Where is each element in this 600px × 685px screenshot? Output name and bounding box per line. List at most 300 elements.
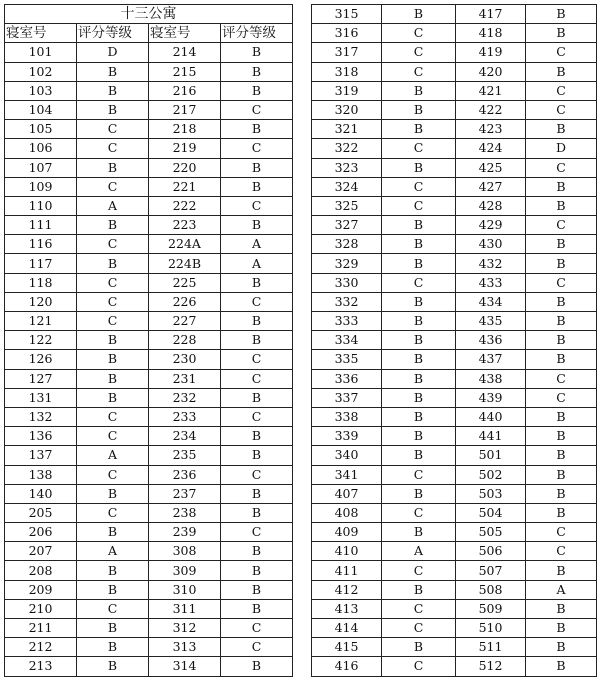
room-number-cell: 509 [456,599,526,618]
grade-cell: B [382,427,456,446]
table-row [312,657,597,676]
room-number-cell: 441 [456,427,526,446]
room-number-cell: 504 [456,503,526,522]
grade-cell: C [382,24,456,43]
grade-cell: C [382,465,456,484]
room-number-cell: 502 [456,465,526,484]
grade-cell: B [526,619,597,638]
room-number-cell: 437 [456,350,526,369]
grade-cell: C [382,619,456,638]
room-number-cell: 117 [5,254,77,273]
table-row [5,292,293,311]
grade-cell: C [382,657,456,676]
room-number-cell: 210 [5,599,77,618]
grade-cell: C [221,407,293,426]
grade-cell: C [77,599,149,618]
room-number-cell: 234 [149,427,221,446]
grade-cell: B [382,331,456,350]
grade-cell: A [77,542,149,561]
grade-cell: C [221,523,293,542]
grade-cell: B [526,24,597,43]
room-number-cell: 237 [149,484,221,503]
grade-cell: B [382,100,456,119]
room-number-cell: 429 [456,216,526,235]
room-number-cell: 118 [5,273,77,292]
table-row [312,158,597,177]
grade-cell: C [221,369,293,388]
room-number-cell: 333 [312,312,382,331]
grade-cell: B [382,235,456,254]
room-number-cell: 414 [312,619,382,638]
room-number-cell: 109 [5,177,77,196]
table-row [5,484,293,503]
grade-cell: B [526,62,597,81]
grade-cell: C [382,599,456,618]
grade-cell: A [77,446,149,465]
room-number-cell: 218 [149,120,221,139]
room-number-cell: 136 [5,427,77,446]
table-row [5,350,293,369]
room-number-cell: 338 [312,407,382,426]
room-number-cell: 107 [5,158,77,177]
table-row [312,196,597,215]
grade-cell: C [77,120,149,139]
room-number-cell: 330 [312,273,382,292]
grade-cell: B [221,120,293,139]
table-row [312,292,597,311]
grade-cell: B [77,619,149,638]
left-panel [4,4,293,677]
grade-cell: D [77,43,149,62]
grade-cell: C [77,407,149,426]
table-row [5,446,293,465]
room-number-cell: 508 [456,580,526,599]
table-row [312,312,597,331]
room-number-cell: 411 [312,561,382,580]
grade-cell: B [77,580,149,599]
table-row [312,350,597,369]
room-number-cell: 122 [5,331,77,350]
room-number-cell: 311 [149,599,221,618]
room-number-cell: 419 [456,43,526,62]
grade-cell: B [221,503,293,522]
grade-cell: B [382,638,456,657]
table-row [5,62,293,81]
room-number-cell: 440 [456,407,526,426]
grade-cell: C [526,43,597,62]
grade-cell: B [526,120,597,139]
room-number-cell: 116 [5,235,77,254]
table-row [312,273,597,292]
grade-cell: B [382,254,456,273]
grade-cell: B [526,599,597,618]
grade-cell: C [77,139,149,158]
grade-cell: C [221,638,293,657]
room-number-cell: 111 [5,216,77,235]
grade-cell: C [526,100,597,119]
table-row [5,542,293,561]
table-row [312,120,597,139]
room-number-cell: 503 [456,484,526,503]
grade-cell: B [221,158,293,177]
header-room: 寝室号 [5,24,77,43]
grade-cell: C [77,427,149,446]
room-number-cell: 127 [5,369,77,388]
room-number-cell: 215 [149,62,221,81]
room-number-cell: 408 [312,503,382,522]
grade-cell: C [77,273,149,292]
grade-cell: B [221,273,293,292]
grade-cell: B [221,388,293,407]
table-row [312,43,597,62]
grade-cell: B [77,388,149,407]
room-number-cell: 421 [456,81,526,100]
grade-cell: B [382,407,456,426]
header-grade: 评分等级 [77,24,149,43]
room-number-cell: 427 [456,177,526,196]
room-number-cell: 412 [312,580,382,599]
grade-cell: B [382,216,456,235]
grade-cell: B [526,407,597,426]
table-row [312,638,597,657]
grade-cell: C [382,62,456,81]
grade-cell: A [526,580,597,599]
grade-cell: C [526,273,597,292]
grade-cell: B [221,331,293,350]
grade-cell: B [77,561,149,580]
grade-cell: B [526,503,597,522]
grade-cell: C [77,503,149,522]
grade-cell: C [526,523,597,542]
room-number-cell: 110 [5,196,77,215]
room-number-cell: 309 [149,561,221,580]
room-number-cell: 120 [5,292,77,311]
table-row [5,81,293,100]
room-number-cell: 410 [312,542,382,561]
room-number-cell: 439 [456,388,526,407]
room-number-cell: 438 [456,369,526,388]
grade-cell: B [221,542,293,561]
room-number-cell: 228 [149,331,221,350]
table-row [312,100,597,119]
room-number-cell: 321 [312,120,382,139]
room-number-cell: 430 [456,235,526,254]
room-number-cell: 512 [456,657,526,676]
table-row [312,561,597,580]
header-row [5,24,293,43]
room-number-cell: 232 [149,388,221,407]
room-number-cell: 312 [149,619,221,638]
table-row [5,503,293,522]
table-row [312,24,597,43]
room-number-cell: 409 [312,523,382,542]
grade-cell: B [221,599,293,618]
room-number-cell: 207 [5,542,77,561]
grade-cell: B [526,312,597,331]
room-number-cell: 239 [149,523,221,542]
room-number-cell: 226 [149,292,221,311]
grade-cell: C [77,235,149,254]
room-number-cell: 324 [312,177,382,196]
room-number-cell: 235 [149,446,221,465]
grade-cell: B [221,446,293,465]
table-row [5,657,293,676]
room-number-cell: 317 [312,43,382,62]
grade-cell: B [77,350,149,369]
table-row [5,254,293,273]
room-number-cell: 121 [5,312,77,331]
table-row [5,216,293,235]
room-number-cell: 428 [456,196,526,215]
grade-cell: B [526,427,597,446]
grade-cell: B [221,484,293,503]
grade-cell: B [526,484,597,503]
grade-cell: B [526,561,597,580]
grade-cell: C [221,292,293,311]
table-row [5,619,293,638]
room-number-cell: 313 [149,638,221,657]
grade-cell: B [526,292,597,311]
grade-cell: B [77,657,149,676]
grade-cell: C [77,292,149,311]
table-row [312,139,597,158]
table-row [312,5,597,24]
right-grade-table [311,4,597,677]
grade-cell: C [382,139,456,158]
table-row [312,542,597,561]
table-row [312,254,597,273]
grade-cell: B [382,484,456,503]
room-number-cell: 105 [5,120,77,139]
table-row [5,100,293,119]
room-number-cell: 106 [5,139,77,158]
room-number-cell: 103 [5,81,77,100]
grade-cell: B [526,235,597,254]
room-number-cell: 217 [149,100,221,119]
room-number-cell: 213 [5,657,77,676]
room-number-cell: 506 [456,542,526,561]
room-number-cell: 511 [456,638,526,657]
grade-cell: C [221,465,293,484]
table-row [5,331,293,350]
header-grade: 评分等级 [221,24,293,43]
grade-cell: B [77,484,149,503]
grade-cell: C [77,465,149,484]
grade-cell: B [221,580,293,599]
table-row [5,523,293,542]
table-row [5,43,293,62]
table-row [5,158,293,177]
page-title: 十三公寓 [5,5,293,24]
grade-cell: B [77,369,149,388]
grade-cell: B [526,657,597,676]
table-row [312,177,597,196]
room-number-cell: 308 [149,542,221,561]
room-number-cell: 209 [5,580,77,599]
grade-cell: C [77,177,149,196]
room-number-cell: 208 [5,561,77,580]
room-number-cell: 219 [149,139,221,158]
room-number-cell: 236 [149,465,221,484]
grade-cell: C [221,139,293,158]
table-row [312,580,597,599]
grade-cell: B [382,158,456,177]
room-number-cell: 140 [5,484,77,503]
room-number-cell: 320 [312,100,382,119]
grade-cell: B [221,216,293,235]
grade-cell: B [77,638,149,657]
grade-cell: C [382,196,456,215]
room-number-cell: 501 [456,446,526,465]
room-number-cell: 214 [149,43,221,62]
room-number-cell: 138 [5,465,77,484]
grade-cell: C [526,158,597,177]
table-row [312,331,597,350]
room-number-cell: 227 [149,312,221,331]
grade-cell: C [526,81,597,100]
table-row [312,446,597,465]
grade-cell: B [77,331,149,350]
grade-cell: B [77,523,149,542]
table-row [5,427,293,446]
grade-cell: B [77,100,149,119]
grade-cell: C [526,216,597,235]
grade-cell: B [77,81,149,100]
room-number-cell: 102 [5,62,77,81]
room-number-cell: 322 [312,139,382,158]
room-number-cell: 417 [456,5,526,24]
table-row [5,580,293,599]
room-number-cell: 407 [312,484,382,503]
table-row [5,235,293,254]
grade-cell: B [382,312,456,331]
table-row [5,120,293,139]
room-number-cell: 225 [149,273,221,292]
room-number-cell: 104 [5,100,77,119]
room-number-cell: 101 [5,43,77,62]
grade-cell: C [221,350,293,369]
table-row [5,273,293,292]
room-number-cell: 212 [5,638,77,657]
room-number-cell: 433 [456,273,526,292]
room-number-cell: 323 [312,158,382,177]
room-number-cell: 131 [5,388,77,407]
room-number-cell: 435 [456,312,526,331]
grade-cell: B [526,465,597,484]
grade-cell: B [221,62,293,81]
table-row [5,638,293,657]
grade-cell: B [221,561,293,580]
table-row [312,465,597,484]
grade-cell: B [221,312,293,331]
table-row [5,177,293,196]
room-number-cell: 318 [312,62,382,81]
room-number-cell: 415 [312,638,382,657]
table-row [5,196,293,215]
room-number-cell: 222 [149,196,221,215]
room-number-cell: 223 [149,216,221,235]
room-number-cell: 332 [312,292,382,311]
left-grade-table [4,4,293,677]
grade-cell: C [77,312,149,331]
table-row [5,561,293,580]
room-number-cell: 310 [149,580,221,599]
room-number-cell: 505 [456,523,526,542]
grade-cell: A [382,542,456,561]
table-row [5,312,293,331]
grade-cell: B [526,5,597,24]
grade-cell: B [221,177,293,196]
grade-cell: C [221,100,293,119]
grade-cell: B [382,388,456,407]
grade-cell: B [382,350,456,369]
table-row [312,503,597,522]
grade-cell: C [526,369,597,388]
grade-cell: B [221,657,293,676]
room-number-cell: 424 [456,139,526,158]
grade-cell: B [221,43,293,62]
room-number-cell: 126 [5,350,77,369]
grade-cell: B [77,216,149,235]
room-number-cell: 336 [312,369,382,388]
table-row [5,369,293,388]
title-row [5,5,293,24]
table-row [5,407,293,426]
room-number-cell: 507 [456,561,526,580]
table-row [312,427,597,446]
grade-cell: B [526,196,597,215]
room-number-cell: 416 [312,657,382,676]
grade-cell: B [382,369,456,388]
grade-cell: C [382,273,456,292]
grade-cell: C [382,561,456,580]
room-number-cell: 224A [149,235,221,254]
grade-cell: C [526,542,597,561]
grade-cell: B [382,120,456,139]
grade-cell: B [526,254,597,273]
room-number-cell: 510 [456,619,526,638]
room-number-cell: 205 [5,503,77,522]
room-number-cell: 341 [312,465,382,484]
room-number-cell: 339 [312,427,382,446]
grade-cell: B [221,427,293,446]
grade-cell: C [382,503,456,522]
room-number-cell: 334 [312,331,382,350]
room-number-cell: 329 [312,254,382,273]
table-row [5,465,293,484]
room-number-cell: 432 [456,254,526,273]
grade-cell: B [382,446,456,465]
room-number-cell: 425 [456,158,526,177]
grade-cell: B [77,62,149,81]
room-number-cell: 132 [5,407,77,426]
room-number-cell: 337 [312,388,382,407]
table-row [312,407,597,426]
room-number-cell: 220 [149,158,221,177]
table-row [5,599,293,618]
room-number-cell: 434 [456,292,526,311]
grade-cell: B [526,446,597,465]
grade-cell: B [526,331,597,350]
grade-cell: B [77,158,149,177]
grade-cell: B [77,254,149,273]
room-number-cell: 422 [456,100,526,119]
grade-cell: B [526,638,597,657]
room-number-cell: 233 [149,407,221,426]
grade-cell: B [382,523,456,542]
grade-cell: B [382,580,456,599]
table-row [312,619,597,638]
